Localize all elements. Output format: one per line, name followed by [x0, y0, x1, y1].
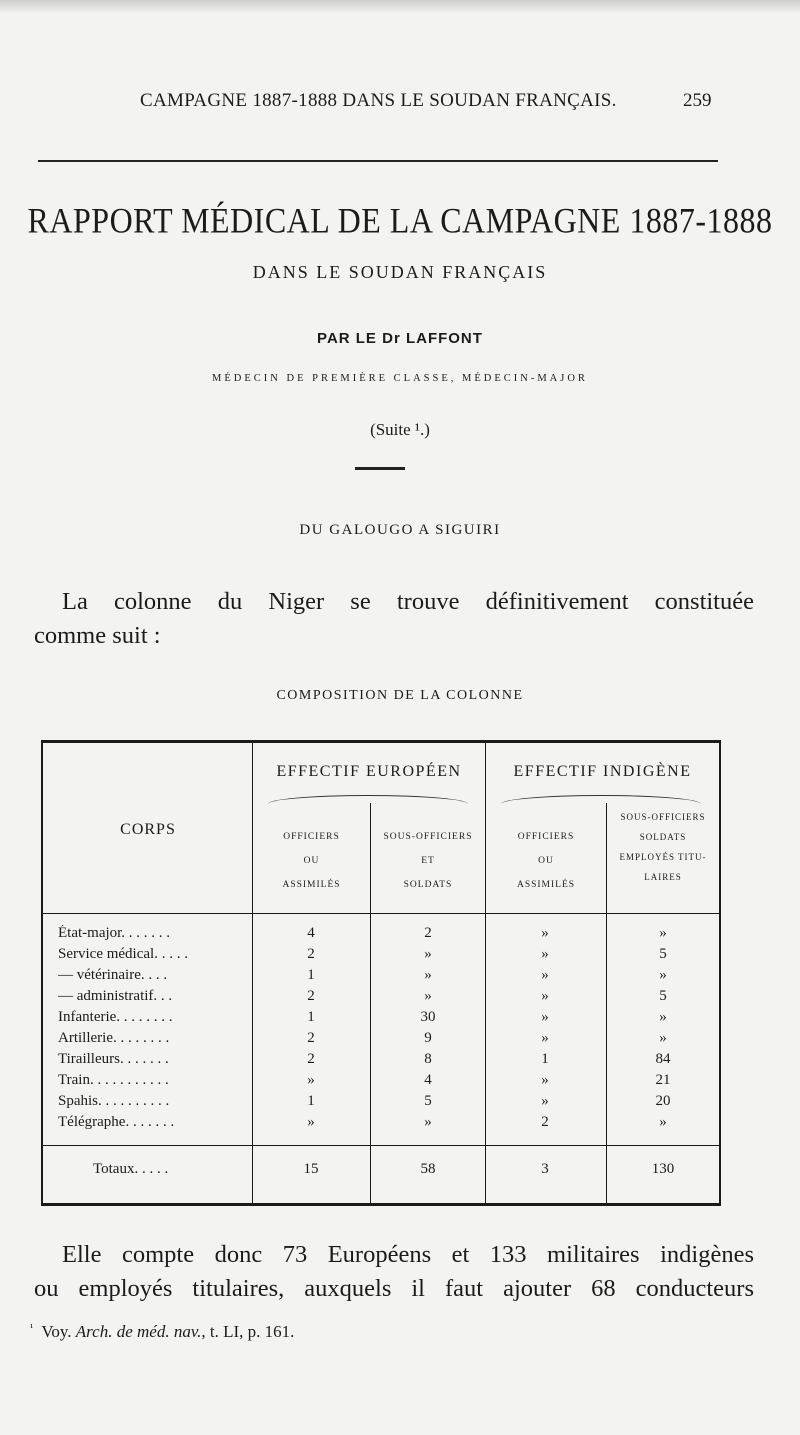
header-rule [43, 913, 719, 914]
value-cell: 1 [307, 1093, 315, 1109]
paragraph-line: La colonne du Niger se trouve définitivement constituée [62, 588, 754, 615]
table-row [43, 1030, 723, 1051]
table-row [43, 925, 723, 946]
article-title: RAPPORT MÉDICAL DE LA CAMPAGNE 1887-1888 [27, 199, 773, 241]
value-cell: » [659, 1009, 667, 1025]
value-cell: 5 [424, 1093, 432, 1109]
corps-cell: État-major. . . . . . . [58, 925, 171, 941]
corps-cell: Infanterie. . . . . . . . [58, 1009, 173, 1025]
column-header-soldiers-eu [371, 825, 485, 897]
value-cell: 2 [307, 988, 315, 1004]
column-header-soldiers-native [607, 807, 719, 887]
value-cell: » [659, 925, 667, 941]
footnote-mark: ¹ [30, 1322, 34, 1334]
composition-table [41, 740, 721, 1206]
header-line: LAIRES [644, 872, 682, 882]
value-cell: » [541, 1009, 549, 1025]
value-cell: 2 [307, 1051, 315, 1067]
total-cell: 3 [541, 1161, 549, 1177]
section-title: DU GALOUGO A SIGUIRI [299, 522, 501, 538]
value-cell: 20 [655, 1093, 671, 1109]
paragraph-line: Elle compte donc 73 Européens et 133 militaires indigènes [62, 1241, 754, 1268]
header-line: ASSIMILÉS [282, 880, 341, 890]
value-cell: 1 [541, 1051, 549, 1067]
value-cell: 1 [307, 1009, 315, 1025]
value-cell: » [424, 946, 432, 962]
column-header-officers-eu [253, 825, 370, 897]
value-cell: 30 [420, 1009, 436, 1025]
header-line: SOUS-OFFICIERS [620, 812, 706, 822]
value-cell: » [541, 925, 549, 941]
value-cell: » [424, 988, 432, 1004]
value-cell: 4 [424, 1072, 432, 1088]
group-brace [501, 795, 701, 804]
header-line: SOLDATS [639, 832, 687, 842]
footnote-source: Arch. de méd. nav. [75, 1322, 202, 1341]
corps-cell: Artillerie. . . . . . . . [58, 1030, 170, 1046]
header-line: OU [303, 856, 320, 866]
table-row [43, 1072, 723, 1093]
value-cell: 1 [307, 967, 315, 983]
header-line: OU [538, 856, 554, 866]
paragraph-intro [34, 585, 754, 653]
corps-cell: Service médical. . . . . [58, 946, 188, 962]
header-line: ASSIMILÉS [516, 880, 576, 890]
paragraph-line: ou employés titulaires, auxquels il faut ajouter 68 conducteurs [34, 1275, 754, 1302]
totals-rule [43, 1145, 719, 1146]
value-cell: » [541, 1030, 549, 1046]
value-cell: » [659, 1114, 667, 1130]
article-author: PAR LE Dr LAFFONT [317, 330, 483, 347]
value-cell: » [424, 1114, 432, 1130]
column-header-officers-native [486, 825, 606, 897]
header-line: OFFICIERS [517, 832, 575, 842]
value-cell: 2 [307, 1030, 315, 1046]
table-row [43, 1051, 723, 1072]
group-header-european: EFFECTIF EUROPÉEN [276, 763, 462, 780]
total-cell: 58 [420, 1161, 436, 1177]
footnote [30, 1322, 294, 1342]
totals-label: Totaux. . . . . [93, 1161, 169, 1177]
corps-cell: Tirailleurs. . . . . . . [58, 1051, 169, 1067]
header-line: OFFICIERS [283, 832, 340, 842]
corps-column-header: CORPS [120, 821, 176, 838]
suite-note: (Suite ¹.) [370, 420, 430, 439]
value-cell: 8 [424, 1051, 432, 1067]
corps-cell: — administratif. . . [58, 988, 173, 1004]
header-line: SOUS-OFFICIERS [383, 832, 473, 842]
value-cell: 2 [307, 946, 315, 962]
value-cell: » [659, 1030, 667, 1046]
totals-row [43, 1161, 723, 1182]
value-cell: » [541, 967, 549, 983]
corps-cell: — vétérinaire. . . . [58, 967, 168, 983]
value-cell: 2 [541, 1114, 549, 1130]
total-cell: 130 [651, 1161, 675, 1177]
value-cell: 5 [659, 946, 667, 962]
value-cell: » [541, 1093, 549, 1109]
group-header-native: EFFECTIF INDIGÈNE [513, 763, 692, 780]
value-cell: 4 [307, 925, 315, 941]
value-cell: 5 [659, 988, 667, 1004]
paragraph-line: comme suit : [34, 622, 161, 649]
section-divider [355, 467, 405, 470]
header-line: EMPLOYÉS TITU- [619, 852, 707, 862]
value-cell: » [659, 967, 667, 983]
value-cell: 9 [424, 1030, 432, 1046]
header-rule [38, 160, 718, 162]
header-line: ET [421, 856, 435, 866]
footnote-prefix: Voy. [41, 1322, 72, 1341]
corps-cell: Train. . . . . . . . . . . [58, 1072, 169, 1088]
table-row [43, 988, 723, 1009]
value-cell: » [541, 988, 549, 1004]
table-row [43, 946, 723, 967]
corps-cell: Télégraphe. . . . . . . [58, 1114, 175, 1130]
header-line: SOLDATS [403, 880, 453, 890]
group-brace [268, 795, 468, 804]
value-cell: » [424, 967, 432, 983]
running-title: CAMPAGNE 1887-1888 DANS LE SOUDAN FRANÇAIS. [140, 90, 617, 111]
paragraph-summary [34, 1238, 754, 1306]
value-cell: 21 [655, 1072, 671, 1088]
value-cell: 2 [424, 925, 432, 941]
table-row [43, 1009, 723, 1030]
total-cell: 15 [303, 1161, 319, 1177]
article-subtitle: DANS LE SOUDAN FRANÇAIS [252, 262, 548, 282]
author-role: MÉDECIN DE PREMIÈRE CLASSE, MÉDECIN-MAJOR [212, 373, 588, 384]
value-cell: » [307, 1114, 315, 1130]
table-row [43, 967, 723, 988]
value-cell: » [307, 1072, 315, 1088]
table-caption: COMPOSITION DE LA COLONNE [276, 688, 524, 703]
table-row [43, 1114, 723, 1135]
corps-cell: Spahis. . . . . . . . . . [58, 1093, 170, 1109]
running-header [0, 90, 800, 120]
value-cell: 84 [655, 1051, 671, 1067]
footnote-suffix: , t. LI, p. 161. [201, 1322, 295, 1341]
page-number: 259 [683, 90, 712, 111]
value-cell: » [541, 1072, 549, 1088]
value-cell: » [541, 946, 549, 962]
table-row [43, 1093, 723, 1114]
page-top-edge [0, 0, 800, 14]
